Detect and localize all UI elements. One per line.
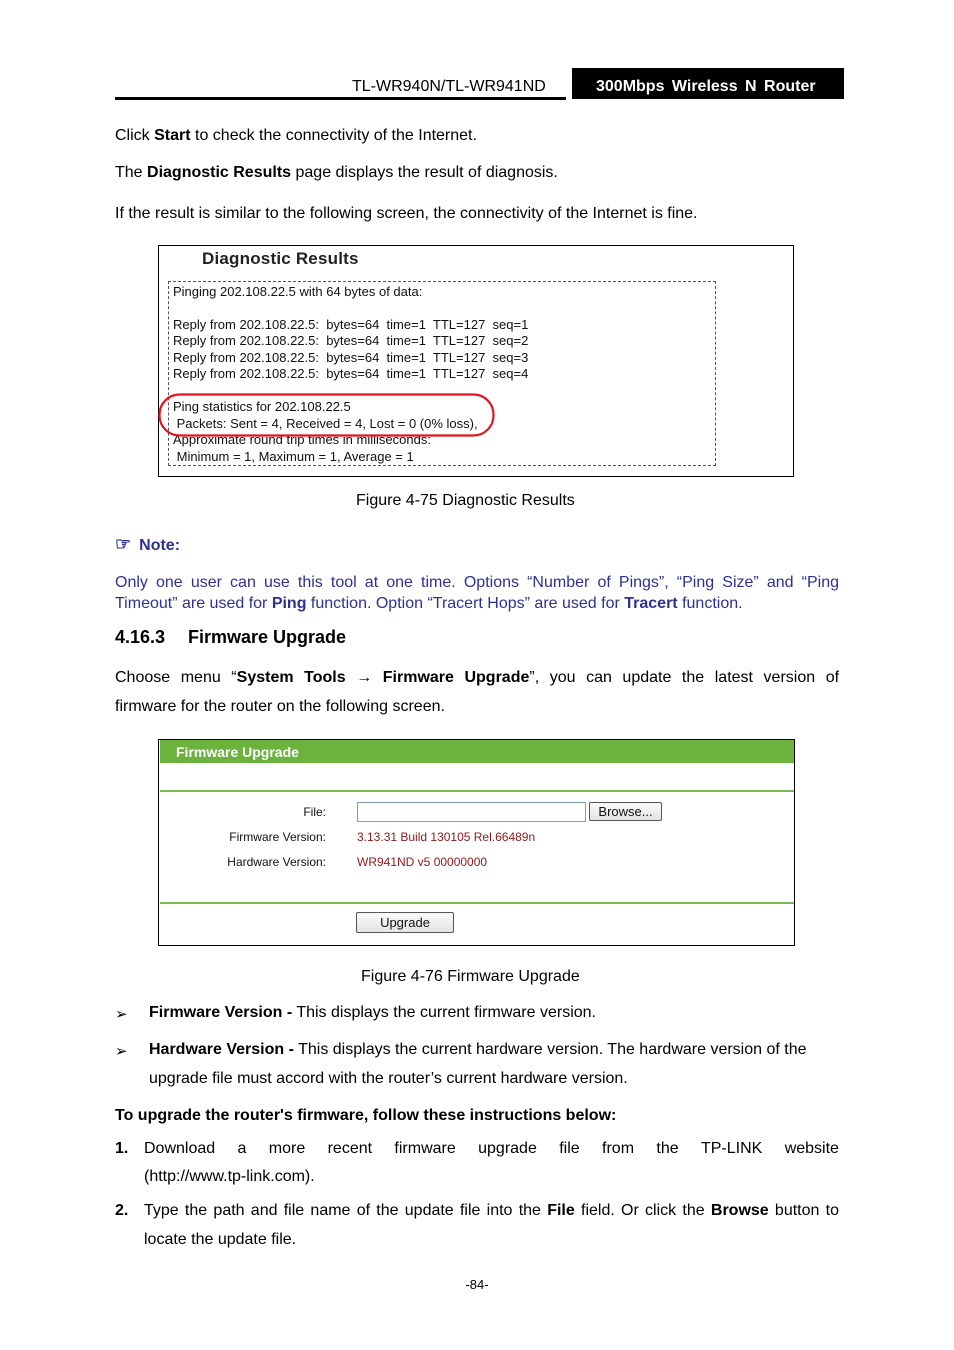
bold-text: Firmware Version -: [149, 1004, 293, 1021]
bullet-hardware-version-line-2: upgrade file must accord with the router’s current hardware version.: [149, 1070, 628, 1087]
note-label-text: Note:: [139, 537, 181, 554]
text: Choose menu “: [115, 669, 237, 686]
step-number: 2.: [115, 1202, 129, 1219]
bold-text: Diagnostic Results: [147, 164, 292, 181]
header-model: TL-WR940N/TL-WR941ND: [352, 78, 546, 95]
step-1-word: recent: [327, 1140, 373, 1157]
bullet-firmware-version: [149, 1004, 596, 1022]
intro-paragraph-3: If the result is similar to the following screen, the connectivity of the Internet is fine.: [115, 205, 698, 222]
bold-text: Start: [154, 127, 191, 144]
step-1-word: file: [559, 1140, 580, 1157]
text: to check the connectivity of the Internet.: [190, 127, 477, 144]
text: page displays the result of diagnosis.: [291, 164, 558, 181]
text: This displays the current hardware version. The hardware version of the: [293, 1041, 807, 1058]
bold-text: Ping: [271, 595, 307, 612]
section-number: 4.16.3: [115, 627, 166, 647]
note-line-2: [115, 593, 839, 614]
step-1-word: Download: [144, 1140, 216, 1157]
bullet-arrow-icon: ➢: [115, 1043, 128, 1060]
diagnostic-line: Ping statistics for 202.108.22.5: [173, 399, 351, 414]
hardware-version-label: Hardware Version:: [227, 855, 326, 869]
upgrade-button[interactable]: Upgrade: [356, 912, 454, 933]
header-product: 300Mbps Wireless N Router: [566, 68, 844, 99]
intro-paragraph-2: [115, 163, 558, 183]
step-number: 1.: [115, 1140, 129, 1157]
text: Timeout” are used for: [115, 595, 272, 612]
page-number: -84-: [465, 1277, 489, 1292]
text: The: [115, 164, 148, 181]
step-1-word: from: [602, 1140, 635, 1157]
step-1-word: a: [237, 1140, 247, 1157]
text: ”, you can update the latest version of: [529, 669, 840, 686]
bold-text: Browse: [710, 1202, 769, 1219]
bullet-hardware-version: [149, 1041, 807, 1059]
figure-caption: Figure 4-75 Diagnostic Results: [356, 492, 575, 509]
text: button to: [768, 1202, 840, 1219]
highlight-ellipse: [158, 393, 498, 439]
instructions-heading: To upgrade the router's firmware, follow these instructions below:: [115, 1107, 617, 1124]
intro-paragraph-1: [115, 126, 477, 146]
step-2-line-1: [144, 1202, 839, 1220]
bold-text: Hardware Version -: [149, 1041, 294, 1058]
diagnostic-line: Packets: Sent = 4, Received = 4, Lost = 0 (0% loss),: [173, 416, 478, 431]
step-1-word: website: [784, 1140, 839, 1157]
step-1-word: more: [268, 1140, 306, 1157]
figure-caption: Figure 4-76 Firmware Upgrade: [361, 968, 580, 985]
pointing-hand-icon: ☞: [115, 534, 132, 554]
arrow-icon: →: [356, 669, 373, 686]
step-2-line-2: locate the update file.: [144, 1231, 297, 1248]
diagnostic-line: Minimum = 1, Maximum = 1, Average = 1: [173, 449, 414, 464]
diagnostic-title: Diagnostic Results: [202, 249, 359, 268]
section-title: Firmware Upgrade: [188, 627, 347, 647]
note-label: [115, 534, 180, 555]
panel-divider: [160, 902, 794, 904]
diagnostic-line: Reply from 202.108.22.5: bytes=64 time=1 TTL=127 seq=1: [173, 317, 529, 332]
step-1-word: TP-LINK: [700, 1140, 763, 1157]
file-input[interactable]: [357, 802, 586, 822]
firmware-version-value: 3.13.31 Build 130105 Rel.66489n: [357, 830, 536, 844]
bullet-arrow-icon: ➢: [115, 1006, 128, 1023]
browse-button[interactable]: Browse...: [589, 802, 662, 821]
step-1-word: the: [656, 1140, 679, 1157]
menu-paragraph-line-1: [115, 669, 839, 687]
text: Type the path and file name of the update file into the: [144, 1202, 548, 1219]
file-label: File:: [303, 805, 326, 819]
text: Click: [115, 127, 155, 144]
text: function.: [677, 595, 743, 612]
step-1-word: upgrade: [478, 1140, 537, 1157]
bold-text: Firmware Upgrade: [382, 669, 530, 686]
bold-text: System Tools: [236, 669, 346, 686]
diagnostic-line: Pinging 202.108.22.5 with 64 bytes of data:: [173, 284, 423, 299]
diagnostic-line: Reply from 202.108.22.5: bytes=64 time=1 TTL=127 seq=2: [173, 333, 529, 348]
text: function. Option “Tracert Hops” are used for: [306, 595, 625, 612]
bold-text: Tracert: [624, 595, 678, 612]
hardware-version-value: WR941ND v5 00000000: [357, 855, 488, 869]
panel-divider: [160, 790, 794, 792]
text: This displays the current firmware version.: [292, 1004, 596, 1021]
bold-text: File: [547, 1202, 575, 1219]
note-line-1: Only one user can use this tool at one time. Options “Number of Pings”, “Ping Size” and “Ping: [115, 574, 839, 591]
menu-paragraph-line-2: firmware for the router on the following screen.: [115, 698, 445, 715]
diagnostic-line: Reply from 202.108.22.5: bytes=64 time=1 TTL=127 seq=3: [173, 350, 529, 365]
step-1-word: firmware: [394, 1140, 456, 1157]
section-heading: [115, 627, 346, 648]
header-rule: [115, 97, 566, 100]
firmware-panel-header: Firmware Upgrade: [160, 740, 794, 763]
text: field. Or click the: [574, 1202, 711, 1219]
firmware-version-label: Firmware Version:: [229, 830, 326, 844]
diagnostic-line: Approximate round trip times in milliseconds:: [173, 432, 431, 447]
step-1-line-1: [144, 1140, 839, 1158]
step-1-line-2: (http://www.tp-link.com).: [144, 1168, 315, 1185]
diagnostic-line: Reply from 202.108.22.5: bytes=64 time=1 TTL=127 seq=4: [173, 366, 529, 381]
